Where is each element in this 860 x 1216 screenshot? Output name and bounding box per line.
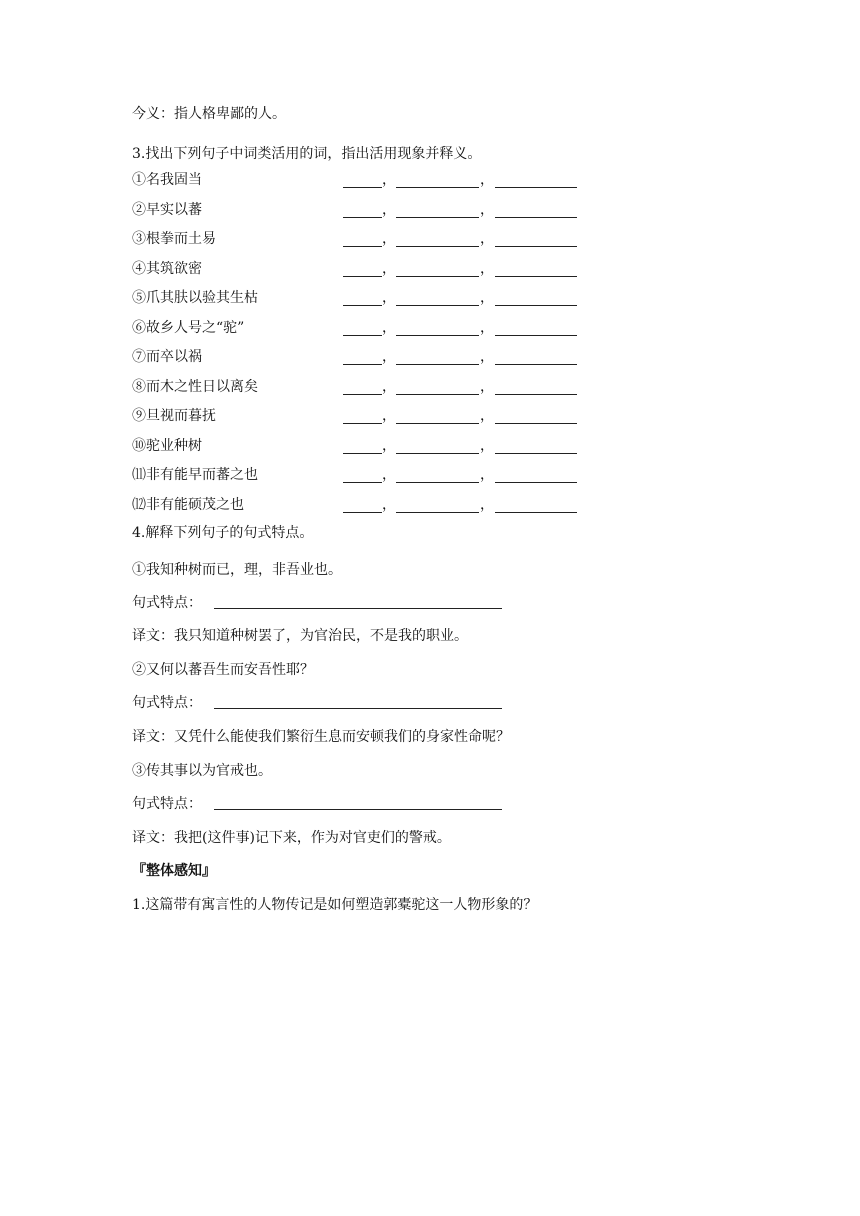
exercise-sentence: ⑨旦视而暮抚 — [132, 408, 216, 424]
translation-3: 译文：我把(这件事)记下来，作为对官吏们的警戒。 — [132, 830, 451, 846]
separator-comma: ， — [480, 290, 494, 306]
separator-comma: ， — [382, 290, 396, 306]
separator-comma: ， — [480, 349, 494, 365]
exercise-row — [132, 319, 582, 337]
exercise-row — [132, 230, 582, 248]
sentence-1: ①我知种树而已，理，非吾业也。 — [132, 562, 342, 578]
blank-meaning[interactable] — [495, 453, 577, 454]
separator-comma: ， — [480, 467, 494, 483]
exercise-sentence: ①名我固当 — [132, 172, 202, 188]
blank-word[interactable] — [343, 482, 382, 483]
separator-comma: ， — [480, 437, 494, 454]
exercise-row — [132, 466, 582, 484]
exercise-row — [132, 348, 582, 366]
exercise-sentence: ④其筑欲密 — [132, 260, 202, 277]
separator-comma: ， — [480, 231, 494, 247]
feature-answer-line-1[interactable] — [214, 608, 502, 609]
blank-word[interactable] — [343, 423, 382, 424]
separator-comma: ， — [480, 408, 494, 424]
blank-meaning[interactable] — [495, 423, 577, 424]
sentence-3: ③传其事以为官戒也。 — [132, 763, 272, 779]
separator-comma: ， — [382, 172, 396, 188]
exercise-sentence: ⑿非有能硕茂之也 — [132, 496, 244, 513]
exercise-sentence: ⑥故乡人号之“驼” — [132, 319, 245, 336]
feature-label-3: 句式特点： — [132, 796, 202, 812]
blank-meaning[interactable] — [495, 276, 577, 277]
exercise-sentence: ⑩驼业种树 — [132, 437, 202, 454]
blank-meaning[interactable] — [495, 217, 577, 218]
blank-usage-type[interactable] — [396, 453, 479, 454]
question-4-title: 4.解释下列句子的句式特点。 — [132, 525, 314, 541]
blank-word[interactable] — [343, 305, 382, 306]
blank-word[interactable] — [343, 217, 382, 218]
separator-comma: ， — [382, 319, 396, 336]
exercise-row — [132, 378, 582, 396]
exercise-row — [132, 496, 582, 514]
translation-2: 译文：又凭什么能使我们繁衍生息而安顿我们的身家性命呢？ — [132, 729, 510, 745]
blank-usage-type[interactable] — [396, 423, 479, 424]
separator-comma: ， — [480, 172, 494, 188]
section-heading-overall: 『整体感知』 — [132, 863, 216, 879]
separator-comma: ， — [382, 349, 396, 365]
blank-meaning[interactable] — [495, 187, 577, 188]
separator-comma: ， — [480, 319, 494, 336]
blank-meaning[interactable] — [495, 482, 577, 483]
blank-word[interactable] — [343, 394, 382, 395]
separator-comma: ， — [382, 496, 396, 513]
exercise-row — [132, 407, 582, 425]
blank-meaning[interactable] — [495, 512, 577, 513]
blank-word[interactable] — [343, 335, 382, 336]
blank-meaning[interactable] — [495, 305, 577, 306]
blank-usage-type[interactable] — [396, 217, 479, 218]
separator-comma: ， — [382, 260, 396, 277]
exercise-sentence: ⑧而木之性日以离矣 — [132, 378, 258, 395]
exercise-row — [132, 289, 582, 307]
feature-answer-line-3[interactable] — [214, 809, 502, 810]
blank-word[interactable] — [343, 453, 382, 454]
blank-word[interactable] — [343, 276, 382, 277]
blank-usage-type[interactable] — [396, 512, 479, 513]
blank-usage-type[interactable] — [396, 305, 479, 306]
blank-usage-type[interactable] — [396, 335, 479, 336]
feature-answer-line-2[interactable] — [214, 708, 502, 709]
separator-comma: ， — [382, 378, 396, 395]
exercise-sentence: ⑾非有能早而蕃之也 — [132, 467, 258, 483]
blank-usage-type[interactable] — [396, 482, 479, 483]
separator-comma: ， — [480, 378, 494, 395]
modern-meaning-line: 今义：指人格卑鄙的人。 — [132, 106, 286, 122]
separator-comma: ， — [382, 201, 396, 218]
translation-1: 译文：我只知道种树罢了，为官治民，不是我的职业。 — [132, 628, 468, 644]
blank-word[interactable] — [343, 364, 382, 365]
blank-meaning[interactable] — [495, 335, 577, 336]
separator-comma: ， — [382, 467, 396, 483]
feature-label-1: 句式特点： — [132, 595, 202, 611]
blank-word[interactable] — [343, 187, 382, 188]
separator-comma: ， — [480, 201, 494, 218]
sentence-2: ②又何以蕃吾生而安吾性耶？ — [132, 662, 314, 678]
exercise-row — [132, 171, 582, 189]
blank-usage-type[interactable] — [396, 364, 479, 365]
blank-usage-type[interactable] — [396, 394, 479, 395]
separator-comma: ， — [382, 408, 396, 424]
separator-comma: ， — [480, 496, 494, 513]
exercise-sentence: ⑦而卒以祸 — [132, 349, 202, 365]
exercise-row — [132, 437, 582, 455]
blank-word[interactable] — [343, 246, 382, 247]
blank-word[interactable] — [343, 512, 382, 513]
question-3-title: 3.找出下列句子中词类活用的词，指出活用现象并释义。 — [132, 146, 482, 162]
overall-question-1: 1.这篇带有寓言性的人物传记是如何塑造郭橐驼这一人物形象的？ — [132, 897, 538, 913]
exercise-row — [132, 260, 582, 278]
blank-meaning[interactable] — [495, 364, 577, 365]
blank-meaning[interactable] — [495, 394, 577, 395]
feature-label-2: 句式特点： — [132, 695, 202, 711]
separator-comma: ， — [382, 437, 396, 454]
blank-usage-type[interactable] — [396, 187, 479, 188]
separator-comma: ， — [382, 231, 396, 247]
blank-meaning[interactable] — [495, 246, 577, 247]
exercise-sentence: ⑤爪其肤以验其生枯 — [132, 290, 258, 306]
blank-usage-type[interactable] — [396, 276, 479, 277]
exercise-row — [132, 201, 582, 219]
exercise-sentence: ②早实以蕃 — [132, 201, 202, 218]
separator-comma: ， — [480, 260, 494, 277]
exercise-sentence: ③根拳而土易 — [132, 231, 216, 247]
blank-usage-type[interactable] — [396, 246, 479, 247]
